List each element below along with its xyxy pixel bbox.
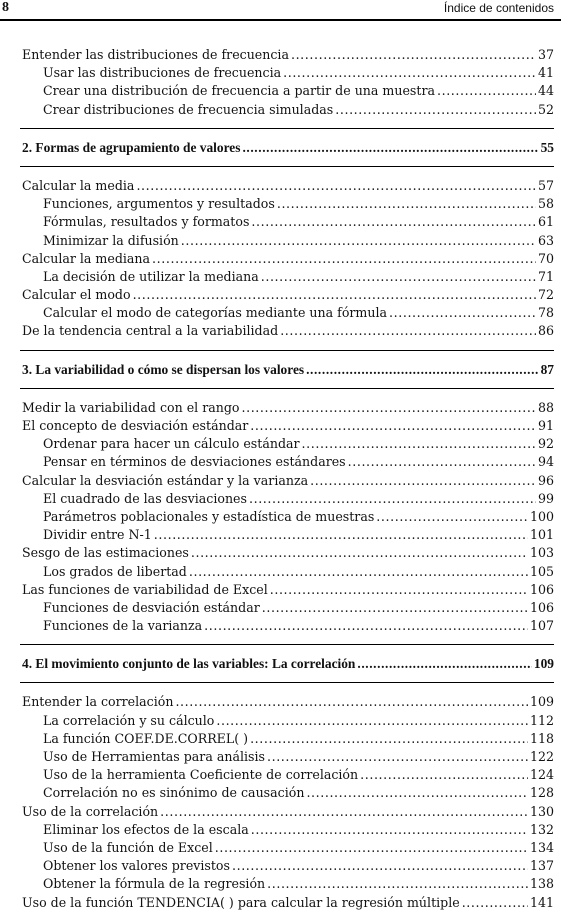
toc-entry-title: Correlación no es sinónimo de causación: [43, 785, 305, 801]
toc-entry-page: 37: [537, 47, 554, 62]
toc-entry-page: 52: [537, 101, 554, 117]
dot-leader: [242, 139, 538, 157]
toc-entry-title: Entender las distribuciones de frecuencia: [22, 47, 289, 62]
toc-entry-page: 44: [537, 83, 554, 99]
toc-entry-page: 112: [529, 712, 554, 728]
toc-entry-page: 118: [529, 730, 554, 746]
toc-chapter: [22, 139, 554, 157]
toc-entry: [22, 581, 554, 599]
toc-subentry: [22, 599, 554, 617]
dot-leader: [249, 490, 536, 508]
toc-entry-page: 128: [529, 785, 554, 801]
dot-leader: [270, 581, 528, 599]
toc-entry-title: Sesgo de las estimaciones: [22, 545, 189, 561]
toc-chapter: [22, 655, 554, 673]
dot-leader: [154, 526, 528, 544]
toc-subentry: [22, 712, 554, 730]
dot-leader: [232, 857, 528, 875]
dot-leader: [133, 286, 536, 304]
dot-leader: [437, 82, 536, 100]
toc-entry-title: Medir la variabilidad con el rango: [22, 399, 240, 415]
toc-entry-title: Calcular el modo: [22, 287, 131, 303]
dot-leader: [175, 693, 528, 711]
toc-entry-page: 58: [537, 196, 554, 212]
toc-subentry: [22, 617, 554, 635]
toc-entry: [22, 417, 554, 435]
toc-entry-title: Eliminar los efectos de la escala: [43, 821, 249, 837]
toc-entry-title: Ordenar para hacer un cálculo estándar: [43, 436, 300, 452]
toc-entry-title: Entender la correlación: [22, 694, 174, 710]
toc-entry-title: Funciones, argumentos y resultados: [43, 196, 275, 212]
toc-entry-page: 87: [540, 361, 554, 377]
dot-leader: [261, 268, 536, 286]
dot-leader: [215, 839, 528, 857]
section-separator: [22, 379, 554, 399]
dot-leader: [462, 894, 528, 912]
toc-chapter: [22, 361, 554, 379]
table-of-contents: [22, 46, 554, 912]
toc-entry-title: Las funciones de variabilidad de Excel: [22, 581, 268, 597]
toc-entry-title: Uso de la herramienta Coeficiente de correlación: [43, 767, 359, 783]
dot-leader: [181, 232, 536, 250]
dot-leader: [310, 472, 536, 490]
section-separator: [22, 341, 554, 361]
toc-subentry: [22, 875, 554, 893]
dot-leader: [160, 803, 528, 821]
toc-entry-page: 132: [529, 821, 554, 837]
toc-entry-title: La función COEF.DE.CORREL( ): [43, 730, 249, 746]
toc-entry-page: 107: [529, 618, 554, 634]
running-title: Índice de contenidos: [443, 1, 554, 15]
toc-entry-page: 137: [529, 858, 554, 874]
toc-entry-page: 141: [529, 894, 554, 910]
toc-subentry: [22, 508, 554, 526]
dot-leader: [152, 250, 536, 268]
toc-entry-title: 2. Formas de agrupamiento de valores: [22, 139, 241, 155]
toc-entry-title: Uso de la función de Excel: [43, 839, 213, 855]
toc-subentry: [22, 490, 554, 508]
toc-entry: [22, 250, 554, 268]
toc-entry-title: De la tendencia central a la variabilidad: [22, 323, 279, 339]
dot-leader: [335, 101, 536, 119]
toc-entry-page: 134: [529, 839, 554, 855]
toc-subentry: [22, 839, 554, 857]
toc-entry: [22, 46, 554, 64]
toc-entry-page: 100: [529, 508, 554, 524]
toc-entry-page: 55: [540, 139, 554, 155]
toc-entry-page: 106: [529, 581, 554, 597]
toc-entry-title: Uso de la correlación: [22, 803, 159, 819]
page-number: 8: [2, 0, 9, 15]
toc-subentry: [22, 268, 554, 286]
toc-entry-page: 63: [537, 232, 554, 248]
dot-leader: [204, 617, 528, 635]
dot-leader: [291, 46, 536, 64]
dot-leader: [360, 766, 528, 784]
toc-entry-title: Calcular la desviación estándar y la varianza: [22, 472, 309, 488]
toc-entry-title: Funciones de la varianza: [43, 618, 203, 634]
toc-subentry: [22, 857, 554, 875]
toc-entry-title: La correlación y su cálculo: [43, 712, 215, 728]
section-separator: [22, 635, 554, 655]
toc-entry-page: 57: [537, 177, 554, 193]
section-separator: [22, 119, 554, 139]
toc-entry-page: 103: [529, 545, 554, 561]
toc-entry: [22, 322, 554, 340]
toc-subentry: [22, 821, 554, 839]
toc-entry-page: 88: [537, 399, 554, 415]
toc-entry-title: Parámetros poblacionales y estadística de muestras: [43, 508, 375, 524]
toc-entry-title: Obtener la fórmula de la regresión: [43, 876, 266, 892]
dot-leader: [241, 399, 535, 417]
dot-leader: [250, 730, 528, 748]
dot-leader: [136, 177, 536, 195]
toc-entry: [22, 472, 554, 490]
toc-entry-title: Crear distribuciones de frecuencia simuladas: [43, 101, 334, 117]
toc-entry-title: Funciones de desviación estándar: [43, 599, 260, 615]
toc-entry-page: 101: [529, 527, 554, 543]
toc-entry-page: 86: [537, 323, 554, 339]
toc-entry-page: 71: [537, 268, 554, 284]
toc-entry-page: 61: [537, 214, 554, 230]
toc-entry-page: 99: [537, 490, 554, 506]
toc-entry-page: 105: [529, 563, 554, 579]
toc-entry-title: Minimizar la difusión: [43, 232, 179, 248]
toc-entry-page: 122: [529, 749, 554, 764]
toc-entry-title: El cuadrado de las desviaciones: [43, 490, 247, 506]
dot-leader: [376, 508, 528, 526]
toc-subentry: [22, 101, 554, 119]
toc-subentry: [22, 730, 554, 748]
toc-entry-title: Uso de Herramientas para análisis: [43, 749, 265, 764]
dot-leader: [191, 544, 528, 562]
toc-subentry: [22, 213, 554, 231]
toc-subentry: [22, 64, 554, 82]
toc-entry-title: El concepto de desviación estándar: [22, 418, 249, 433]
dot-leader: [262, 599, 528, 617]
dot-leader: [280, 322, 536, 340]
toc-entry-title: 4. El movimiento conjunto de las variables: La correlación: [22, 656, 356, 672]
toc-entry-title: 3. La variabilidad o cómo se dispersan los valores: [22, 361, 305, 377]
toc-entry-title: Calcular la mediana: [22, 250, 151, 266]
toc-subentry: [22, 304, 554, 322]
dot-leader: [348, 453, 536, 471]
toc-entry-page: 106: [529, 599, 554, 615]
toc-subentry: [22, 232, 554, 250]
toc-entry-page: 96: [537, 472, 554, 488]
toc-subentry: [22, 748, 554, 766]
dot-leader: [389, 304, 536, 322]
dot-leader: [306, 361, 539, 379]
dot-leader: [251, 213, 536, 231]
header-rule: [0, 19, 561, 21]
toc-subentry: [22, 435, 554, 453]
toc-entry: [22, 399, 554, 417]
toc-entry-title: Fórmulas, resultados y formatos: [43, 214, 250, 230]
toc-subentry: [22, 766, 554, 784]
dot-leader: [250, 417, 536, 435]
toc-subentry: [22, 82, 554, 100]
toc-entry-title: Calcular la media: [22, 177, 135, 193]
toc-entry-page: 109: [529, 694, 554, 710]
dot-leader: [216, 712, 528, 730]
page-header: [0, 0, 561, 20]
dot-leader: [357, 655, 532, 673]
toc-subentry: [22, 526, 554, 544]
toc-entry: [22, 894, 554, 912]
toc-entry-title: Obtener los valores previstos: [43, 858, 230, 874]
dot-leader: [283, 64, 536, 82]
section-separator: [22, 673, 554, 693]
toc-entry-title: Crear una distribución de frecuencia a partir de una muestra: [43, 83, 435, 99]
toc-entry: [22, 803, 554, 821]
toc-entry: [22, 544, 554, 562]
section-separator: [22, 157, 554, 177]
dot-leader: [267, 875, 528, 893]
toc-entry: [22, 177, 554, 195]
toc-entry-title: La decisión de utilizar la mediana: [43, 268, 259, 284]
toc-entry: [22, 286, 554, 304]
toc-entry-title: Dividir entre N-1: [43, 527, 152, 543]
toc-entry-page: 109: [533, 656, 554, 672]
toc-entry-page: 70: [537, 250, 554, 266]
toc-entry-title: Usar las distribuciones de frecuencia: [43, 65, 282, 81]
toc-entry-page: 78: [537, 305, 554, 321]
toc-subentry: [22, 563, 554, 581]
toc-entry-page: 130: [529, 803, 554, 819]
toc-entry-page: 72: [537, 287, 554, 303]
toc-entry-title: Calcular el modo de categorías mediante una fórmula: [43, 305, 388, 321]
toc-entry-page: 91: [537, 418, 554, 433]
dot-leader: [189, 563, 528, 581]
dot-leader: [277, 195, 536, 213]
toc-entry: [22, 693, 554, 711]
toc-entry-page: 94: [537, 454, 554, 470]
toc-entry-page: 138: [529, 876, 554, 892]
dot-leader: [251, 821, 528, 839]
toc-entry-page: 41: [537, 65, 554, 81]
toc-entry-page: 92: [537, 436, 554, 452]
dot-leader: [267, 748, 528, 766]
toc-entry-title: Uso de la función TENDENCIA( ) para calcular la regresión múltiple: [22, 894, 460, 910]
toc-entry-title: Los grados de libertad: [43, 563, 187, 579]
toc-subentry: [22, 195, 554, 213]
toc-entry-page: 124: [529, 767, 554, 783]
toc-entry-title: Pensar en términos de desviaciones estándares: [43, 454, 346, 470]
dot-leader: [302, 435, 536, 453]
toc-subentry: [22, 453, 554, 471]
